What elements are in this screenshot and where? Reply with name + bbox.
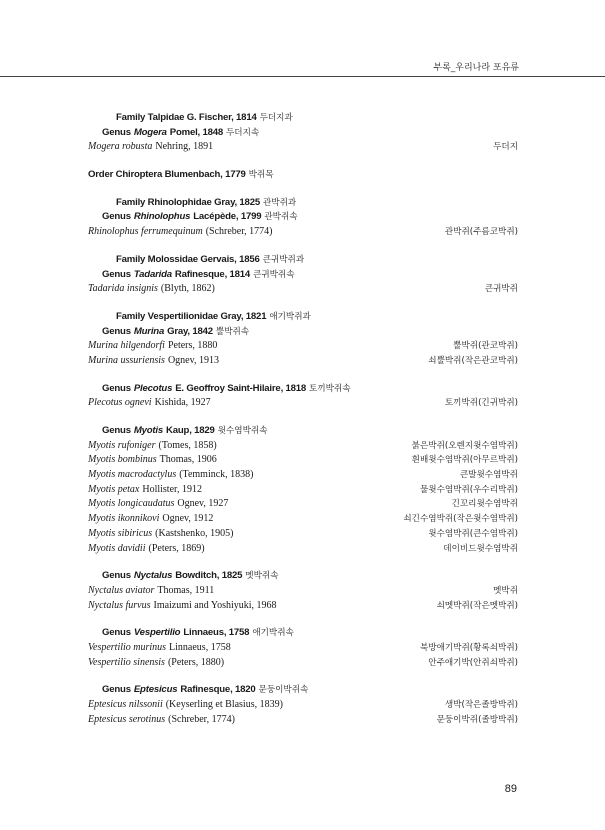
species-korean-name: 멧박쥐: [493, 585, 518, 596]
genus-heading: [88, 382, 518, 397]
genus-heading: [88, 683, 518, 698]
genus-heading: [88, 268, 518, 283]
species-korean-name: 긴꼬리윗수염박쥐: [451, 499, 518, 510]
genus-author: Linnaeus, 1758: [183, 627, 250, 639]
genus-author: Rafinesque, 1820: [180, 684, 256, 696]
genus-korean-name: 애기박쥐속: [252, 628, 294, 639]
family-korean-name: 큰귀박쥐과: [262, 254, 305, 265]
species-author: (Peters, 1869): [148, 542, 205, 554]
genus-korean-name: 뿔박쥐속: [215, 326, 250, 337]
genus-korean-name: 두더지속: [226, 127, 260, 138]
species-korean-name: 뿔박쥐(관코박쥐): [453, 341, 518, 352]
family-korean-name: 두더지과: [259, 113, 293, 123]
species-row: [88, 656, 518, 671]
family-name: Family Molossidae Gervais, 1856: [116, 253, 260, 265]
species-scientific-name: Myotis davidii: [88, 542, 146, 554]
genus-name: Vespertilio: [133, 627, 181, 639]
species-scientific-name: Nyctalus aviator: [88, 584, 155, 596]
genus-korean-name: 큰귀박쥐속: [253, 269, 295, 280]
genus-author: Kaup, 1829: [166, 425, 215, 436]
species-author: Hollister, 1912: [142, 483, 202, 495]
species-scientific-name: Myotis petax: [88, 483, 140, 495]
species-row: [88, 527, 518, 542]
species-row: [88, 140, 518, 155]
running-header-title: 부록_우리나라 포유류: [433, 63, 519, 73]
species-scientific-name: Murina hilgendorfi: [88, 340, 165, 352]
species-scientific-name: Mogera robusta: [88, 141, 153, 153]
species-row: [88, 339, 518, 354]
genus-author: Pomel, 1848: [169, 126, 224, 138]
genus-name: Tadarida: [133, 268, 172, 280]
genus-heading: [88, 325, 518, 340]
species-scientific-name: Myotis bombinus: [88, 454, 157, 466]
species-author: Kishida, 1927: [154, 397, 211, 409]
family-name: Family Vespertilionidae Gray, 1821: [116, 310, 267, 322]
species-author: (Temminck, 1838): [179, 469, 254, 481]
species-korean-name: 토끼박쥐(긴귀박쥐): [444, 398, 518, 409]
species-scientific-name: Myotis sibiricus: [88, 527, 153, 539]
genus-label: Genus: [102, 570, 131, 582]
species-author: Ognev, 1912: [162, 513, 214, 525]
species-row: [88, 282, 518, 297]
genus-heading: [88, 569, 518, 584]
genus-label: Genus: [102, 684, 131, 696]
section-gap: [88, 670, 518, 683]
species-row: [88, 713, 518, 728]
species-author: (Keyserling et Blasius, 1839): [165, 699, 283, 710]
family-korean-name: 관박쥐과: [262, 197, 297, 208]
family-name: Family Rhinolophidae Gray, 1825: [116, 196, 260, 208]
species-scientific-name: Tadarida insignis: [88, 283, 158, 295]
species-korean-name: 쇠긴수염박쥐(작은윗수염박쥐): [403, 514, 518, 525]
species-author: (Tomes, 1858): [158, 439, 217, 451]
genus-author: Bowditch, 1825: [175, 570, 243, 582]
species-row: [88, 453, 518, 468]
species-korean-name: 데이비드윗수염박쥐: [443, 543, 518, 554]
species-author: Thomas, 1911: [157, 584, 215, 596]
species-author: Thomas, 1906: [159, 454, 217, 466]
genus-korean-name: 윗수염박쥐속: [217, 426, 268, 436]
species-scientific-name: Plecotus ognevi: [88, 397, 152, 409]
family-korean-name: 애기박쥐과: [269, 311, 311, 322]
species-korean-name: 안주애기박(안쥐쇠박쥐): [428, 657, 518, 668]
genus-label: Genus: [102, 325, 131, 337]
header-rule: [0, 76, 605, 77]
order-name: Order Chiroptera Blumenbach, 1779: [88, 169, 246, 181]
species-scientific-name: Rhinolophus ferrumequinum: [88, 226, 203, 238]
species-row: [88, 396, 518, 411]
genus-label: Genus: [102, 425, 131, 436]
species-scientific-name: Myotis macrodactylus: [88, 469, 177, 481]
species-korean-name: 쇠멧박쥐(작은멧박쥐): [436, 600, 518, 611]
genus-heading: [88, 626, 518, 641]
genus-korean-name: 멧박쥐속: [245, 571, 279, 582]
genus-name: Murina: [133, 325, 165, 337]
genus-label: Genus: [102, 382, 131, 394]
genus-label: Genus: [102, 268, 131, 280]
section-gap: [88, 369, 518, 382]
species-row: [88, 497, 518, 512]
genus-name: Rhinolophus: [133, 211, 191, 223]
species-row: [88, 483, 518, 498]
species-scientific-name: Nyctalus furvus: [88, 599, 151, 611]
species-korean-name: 관박쥐(주름코박쥐): [444, 227, 518, 238]
species-row: [88, 698, 518, 713]
species-scientific-name: Myotis ikonnikovi: [88, 513, 160, 525]
species-author: Ognev, 1927: [177, 498, 229, 510]
species-korean-name: 흰배윗수염박쥐(아무르박쥐): [411, 455, 518, 466]
species-scientific-name: Myotis rufoniger: [88, 439, 156, 451]
species-scientific-name: Vespertilio sinensis: [88, 656, 165, 668]
page-number: 89: [504, 783, 517, 795]
genus-author: Rafinesque, 1814: [174, 268, 251, 280]
species-korean-name: 쇠뿔박쥐(작은관코박쥐): [428, 355, 518, 366]
genus-label: Genus: [102, 126, 131, 138]
genus-label: Genus: [102, 211, 131, 223]
species-korean-name: 물윗수염박쥐(우수리박쥐): [419, 484, 518, 495]
genus-author: Gray, 1842: [167, 325, 213, 337]
species-author: (Schreber, 1774): [168, 713, 235, 725]
family-heading: [88, 196, 518, 211]
species-row: [88, 468, 518, 483]
genus-label: Genus: [102, 627, 131, 639]
genus-name: Plecotus: [133, 382, 173, 394]
species-korean-name: 문둥이박쥐(졸방박쥐): [436, 714, 518, 725]
species-scientific-name: Myotis longicaudatus: [88, 498, 175, 510]
species-author: (Blyth, 1862): [160, 283, 215, 295]
order-korean-name: 박쥐목: [248, 170, 274, 181]
family-name: Family Talpidae G. Fischer, 1814: [116, 112, 257, 123]
taxonomy-list: [88, 111, 518, 727]
family-heading: [88, 310, 518, 325]
species-korean-name: 큰발윗수염박쥐: [459, 470, 518, 481]
genus-korean-name: 관박쥐속: [264, 212, 298, 223]
species-row: [88, 225, 518, 240]
species-row: [88, 439, 518, 454]
species-author: Ognev, 1913: [167, 354, 219, 366]
species-author: Linnaeus, 1758: [169, 641, 231, 653]
species-korean-name: 두더지: [493, 142, 518, 153]
species-author: Imaizumi and Yoshiyuki, 1968: [153, 599, 277, 611]
species-row: [88, 354, 518, 369]
species-row: [88, 599, 518, 614]
genus-korean-name: 토끼박쥐속: [309, 383, 351, 394]
species-author: Nehring, 1891: [155, 141, 214, 153]
species-korean-name: 생박(작은졸방박쥐): [444, 700, 518, 710]
species-row: [88, 584, 518, 599]
species-korean-name: 북방애기박쥐(황록쇠박쥐): [419, 642, 518, 653]
section-gap: [88, 155, 518, 168]
genus-name: Mogera: [133, 126, 167, 138]
genus-author: E. Geoffroy Saint-Hilaire, 1818: [175, 382, 307, 394]
genus-author: Lacépède, 1799: [193, 211, 262, 223]
species-author: (Peters, 1880): [167, 656, 225, 668]
species-author: Peters, 1880: [167, 340, 218, 352]
genus-heading: [88, 210, 518, 225]
section-gap: [88, 556, 518, 569]
section-gap: [88, 183, 518, 196]
section-gap: [88, 240, 518, 253]
species-author: (Kastshenko, 1905): [155, 527, 234, 539]
order-heading: [88, 168, 518, 183]
species-row: [88, 542, 518, 557]
genus-heading: [88, 424, 518, 439]
genus-heading: [88, 126, 518, 141]
genus-name: Myotis: [133, 425, 164, 436]
species-author: (Schreber, 1774): [205, 226, 273, 238]
genus-name: Nyctalus: [133, 570, 173, 582]
section-gap: [88, 297, 518, 310]
species-row: [88, 641, 518, 656]
family-heading: [88, 111, 518, 126]
species-scientific-name: Eptesicus nilssonii: [88, 699, 163, 710]
genus-name: Eptesicus: [133, 684, 178, 696]
section-gap: [88, 613, 518, 626]
species-row: [88, 512, 518, 527]
family-heading: [88, 253, 518, 268]
species-korean-name: 붉은박쥐(오렌지윗수염박쥐): [411, 440, 518, 451]
species-scientific-name: Vespertilio murinus: [88, 641, 167, 653]
genus-korean-name: 문둥이박쥐속: [258, 685, 309, 696]
species-korean-name: 큰귀박쥐: [484, 284, 518, 295]
species-korean-name: 윗수염박쥐(큰수염박쥐): [428, 528, 518, 539]
section-gap: [88, 411, 518, 424]
species-scientific-name: Eptesicus serotinus: [88, 713, 166, 725]
species-scientific-name: Murina ussuriensis: [88, 354, 165, 366]
